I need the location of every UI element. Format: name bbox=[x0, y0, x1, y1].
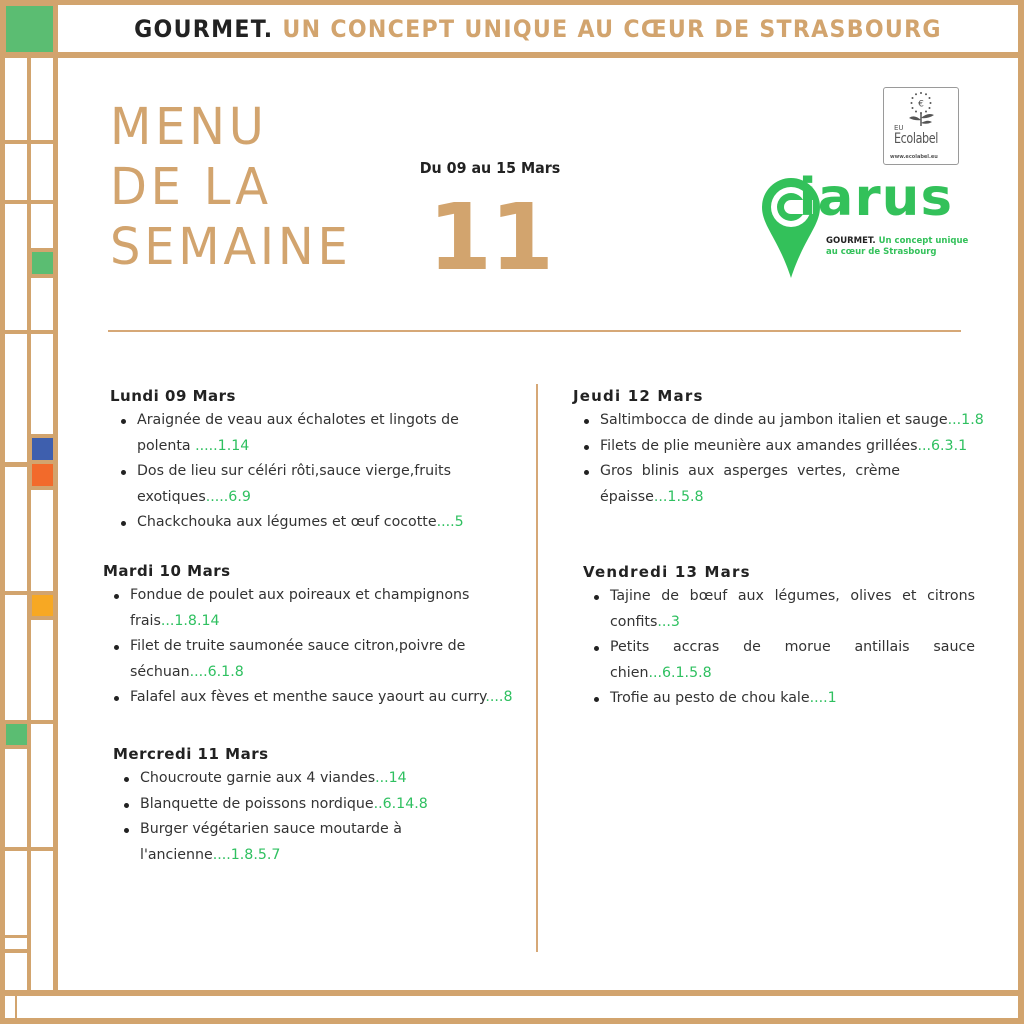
grid-cell bbox=[5, 938, 27, 949]
allergen-code: ....5 bbox=[436, 514, 464, 530]
green-square-corner bbox=[6, 6, 53, 52]
list-item bbox=[137, 459, 490, 510]
svg-text:€: € bbox=[918, 99, 924, 110]
allergen-code: ...6.1.5.8 bbox=[648, 664, 712, 681]
list-item bbox=[610, 584, 975, 635]
day-heading: Jeudi 12 Mars bbox=[573, 387, 704, 405]
day-wednesday bbox=[113, 745, 433, 868]
allergen-code: .....6.9 bbox=[205, 488, 251, 505]
title-line-3: SEMAINE bbox=[110, 218, 352, 277]
divider-horizontal bbox=[108, 330, 961, 332]
allergen-code: ...1.8 bbox=[947, 412, 984, 428]
grid-cell bbox=[31, 620, 53, 720]
grid-cell bbox=[17, 996, 1018, 1018]
day-heading: Lundi 09 Mars bbox=[110, 387, 236, 405]
ecolabel-url: www.ecolabel.eu bbox=[890, 154, 938, 160]
dish-name: Tajine de bœuf aux légumes, olives et citrons confits bbox=[610, 588, 975, 630]
list-item bbox=[600, 408, 991, 434]
list-item bbox=[130, 583, 533, 634]
grid-cell bbox=[31, 724, 53, 847]
dish-list bbox=[110, 408, 490, 536]
logo-tagline-2: au cœur de Strasbourg bbox=[826, 247, 937, 257]
grid-cell bbox=[5, 58, 27, 140]
list-item bbox=[130, 634, 533, 685]
allergen-code: ....1.8.5.7 bbox=[212, 846, 281, 863]
header-brand: GOURMET. bbox=[134, 14, 274, 43]
dish-list bbox=[573, 408, 991, 510]
dish-name: Filets de plie meunière aux amandes grillées bbox=[600, 437, 918, 454]
dish-list bbox=[583, 584, 975, 712]
dish-name: Araignée de veau aux échalotes et lingots de polenta bbox=[137, 412, 459, 454]
page-title bbox=[110, 98, 351, 278]
grid-cell bbox=[31, 144, 53, 200]
list-item bbox=[140, 792, 433, 818]
day-heading: Vendredi 13 Mars bbox=[583, 563, 751, 581]
day-tuesday bbox=[103, 562, 533, 711]
allergen-code: ....1 bbox=[809, 690, 837, 706]
allergen-code: ...6.3.1 bbox=[917, 437, 968, 454]
allergen-code: ...14 bbox=[375, 770, 407, 786]
grid-cell bbox=[5, 749, 27, 847]
grid-cell bbox=[5, 144, 27, 200]
dish-name: Choucroute garnie aux 4 viandes bbox=[140, 770, 376, 786]
dish-name: Chackchouka aux légumes et œuf cocotte bbox=[137, 514, 437, 530]
grid-cell bbox=[31, 278, 53, 330]
grid-cell bbox=[5, 595, 27, 720]
grid-cell bbox=[5, 204, 27, 330]
day-heading: Mercredi 11 Mars bbox=[113, 745, 269, 763]
week-number: 11 bbox=[427, 184, 553, 291]
main-panel bbox=[58, 58, 1018, 990]
green-square bbox=[6, 724, 27, 745]
allergen-code: ..6.14.8 bbox=[373, 795, 428, 812]
dish-name: Burger végétarien sauce moutarde à l'ancienne bbox=[140, 821, 402, 863]
dish-name: Petits accras de morue antillais sauce chien bbox=[610, 639, 975, 681]
logo-brand: GOURMET. bbox=[826, 236, 876, 246]
day-friday bbox=[583, 563, 975, 712]
allergen-code: ...1.5.8 bbox=[653, 488, 704, 505]
grid-cell bbox=[5, 953, 27, 990]
orange-square bbox=[32, 464, 53, 486]
list-item bbox=[140, 766, 433, 792]
allergen-code: ...1.8.14 bbox=[160, 612, 220, 629]
dish-name: Fondue de poulet aux poireaux et champignons frais bbox=[130, 587, 470, 629]
dish-name: Filet de truite saumonée sauce citron,poivre de séchuan bbox=[130, 638, 466, 680]
header-banner bbox=[58, 5, 1018, 52]
grid-cell bbox=[5, 851, 27, 935]
title-line-1: MENU bbox=[110, 98, 268, 157]
grid-cell bbox=[5, 334, 27, 462]
dish-name: Dos de lieu sur céléri rôti,sauce vierge,fruits exotiques bbox=[137, 463, 452, 505]
header-slogan: UN CONCEPT UNIQUE AU CŒUR DE STRASBOURG bbox=[282, 14, 942, 43]
date-range: Du 09 au 15 Mars bbox=[419, 159, 561, 177]
list-item bbox=[600, 459, 900, 510]
yellow-square bbox=[32, 595, 53, 616]
grid-cell bbox=[5, 996, 15, 1018]
dish-name: Saltimbocca de dinde au jambon italien et sauge bbox=[600, 412, 948, 428]
ecolabel-name: Ecolabel bbox=[894, 131, 938, 147]
grid-cell bbox=[31, 58, 53, 140]
logo-wordmark: iarus bbox=[798, 168, 954, 228]
logo-tagline-1 bbox=[826, 236, 968, 246]
dish-name: Trofie au pesto de chou kale bbox=[610, 690, 810, 706]
dish-list bbox=[103, 583, 533, 711]
day-thursday bbox=[573, 387, 991, 510]
divider-vertical bbox=[536, 384, 538, 952]
list-item bbox=[600, 434, 991, 460]
list-item bbox=[130, 685, 533, 711]
allergen-code: ....8 bbox=[485, 689, 513, 705]
day-monday bbox=[110, 387, 490, 536]
green-square bbox=[32, 252, 53, 274]
list-item bbox=[137, 510, 490, 536]
ciarus-logo bbox=[760, 168, 970, 280]
grid-cell bbox=[31, 490, 53, 591]
dish-name: Falafel aux fèves et menthe sauce yaourt au curry bbox=[130, 689, 486, 705]
header-tagline bbox=[134, 15, 942, 43]
list-item bbox=[610, 635, 975, 686]
list-item bbox=[140, 817, 433, 868]
list-item bbox=[137, 408, 490, 459]
grid-cell bbox=[5, 467, 27, 591]
blue-square bbox=[32, 438, 53, 460]
dish-name: Gros blinis aux asperges vertes, crème épaisse bbox=[600, 463, 900, 505]
dish-list bbox=[113, 766, 433, 868]
allergen-code: .....1.14 bbox=[195, 437, 250, 454]
grid-cell bbox=[31, 204, 53, 248]
title-line-2: DE LA bbox=[110, 158, 272, 217]
list-item bbox=[610, 686, 975, 712]
allergen-code: ....6.1.8 bbox=[189, 663, 244, 680]
logo-tagline-1-text: Un concept unique bbox=[878, 236, 969, 246]
ecolabel-flower-icon bbox=[884, 88, 958, 128]
allergen-code: ...3 bbox=[657, 613, 680, 630]
ecolabel-eu: EU bbox=[894, 124, 904, 132]
day-heading: Mardi 10 Mars bbox=[103, 562, 231, 580]
dish-name: Blanquette de poissons nordique bbox=[140, 795, 374, 812]
grid-cell bbox=[31, 851, 53, 990]
grid-cell bbox=[31, 334, 53, 434]
ecolabel-badge bbox=[883, 87, 959, 165]
